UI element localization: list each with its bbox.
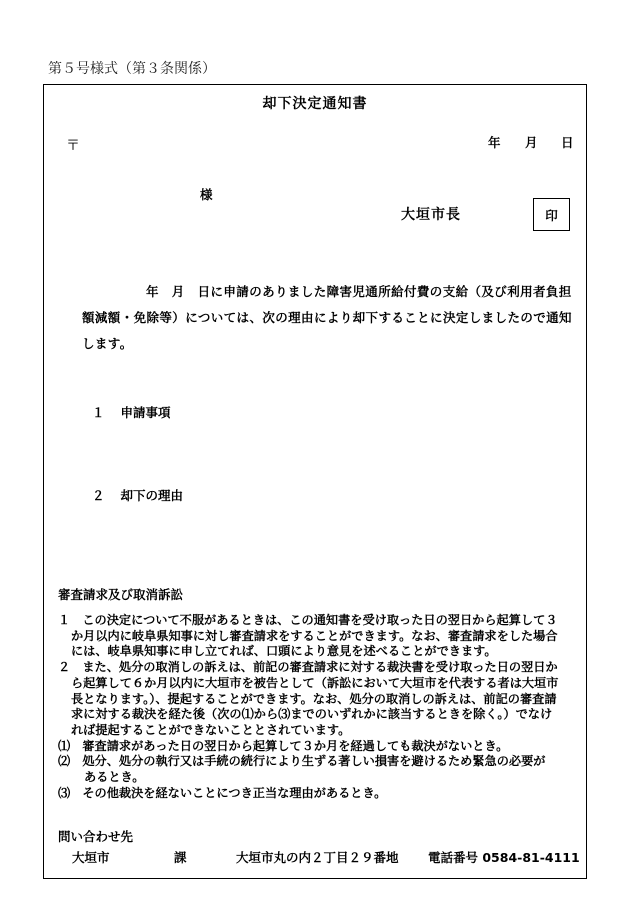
appeal-line: あるとき。 xyxy=(84,770,145,785)
appeal-notes xyxy=(58,613,586,801)
item-number: １ xyxy=(92,405,105,420)
appeal-line: １ この決定について不服があるときは、この通知書を受け取った日の翌日から起算して３ xyxy=(58,613,558,627)
notice-body xyxy=(82,279,582,357)
appeal-line: れば提起することができないこととされています。 xyxy=(71,722,351,737)
postal-mark: 〒 xyxy=(66,138,80,154)
contact-city: 大垣市 xyxy=(72,850,110,865)
date-year-label: 年 xyxy=(488,135,501,150)
seal-label: 印 xyxy=(545,207,558,223)
date-month-label: 月 xyxy=(525,135,538,150)
appeal-line: ら起算して６か月以内に大垣市を被告として（訴訟において大垣市を代表する者は大垣市 xyxy=(71,675,559,690)
issuer-name: 大垣市長 xyxy=(401,207,461,223)
item-number: ２ xyxy=(92,488,105,503)
item-label: 申請事項 xyxy=(120,405,171,420)
contact-phone: 電話番号 0584-81-4111 xyxy=(428,850,580,865)
item-application xyxy=(92,403,171,421)
appeal-line: ⑴ 審査請求があった日の翌日から起算して３か月を経過しても裁決がないとき。 xyxy=(58,738,509,753)
appeal-line: ⑶ その他裁決を経ないことにつき正当な理由があるとき。 xyxy=(58,785,387,800)
appeal-line: には、岐阜県知事に申し立てれば、口頭により意見を述べることができます。 xyxy=(71,644,497,659)
item-rejection-reason xyxy=(92,486,183,504)
appeal-line: 求に対する裁決を経た後（次の⑴から⑶までのいずれかに該当するときを除く。）でなけ xyxy=(71,707,553,722)
date-day-label: 日 xyxy=(561,135,574,150)
appeal-line: か月以内に岐阜県知事に対し審査請求をすることができます。なお、審査請求をした場合 xyxy=(71,628,558,643)
contact-department: 課 xyxy=(174,850,187,865)
body-line: 額減額・免除等）については、次の理由により却下することに決定しましたので通知 xyxy=(82,310,572,325)
appeal-line: ⑵ 処分、処分の執行又は手続の続行により生ずる著しい損害を避けるため緊急の必要が xyxy=(58,754,546,769)
appeal-section-title: 審査請求及び取消訴訟 xyxy=(58,587,184,602)
body-line: 年 月 日に申請のありました障害児通所給付費の支給（及び利用者負担 xyxy=(146,284,572,299)
appeal-line: ２ また、処分の取消しの訴えは、前記の審査請求に対する裁決書を受け取った日の翌日か xyxy=(58,660,558,675)
document-title: 却下決定通知書 xyxy=(262,96,368,112)
addressee-honorific: 様 xyxy=(200,187,213,202)
contact-title: 問い合わせ先 xyxy=(58,829,134,844)
contact-address: 大垣市丸の内２丁目２９番地 xyxy=(236,850,399,865)
form-number-label: 第５号様式（第３条関係） xyxy=(48,61,216,77)
seal-box xyxy=(533,198,570,231)
notice-frame xyxy=(43,84,587,879)
body-line: します。 xyxy=(82,336,133,351)
item-label: 却下の理由 xyxy=(120,488,184,503)
appeal-line: 長となります。）、提起することができます。なお、処分の取消しの訴えは、前記の審査請 xyxy=(71,691,557,706)
